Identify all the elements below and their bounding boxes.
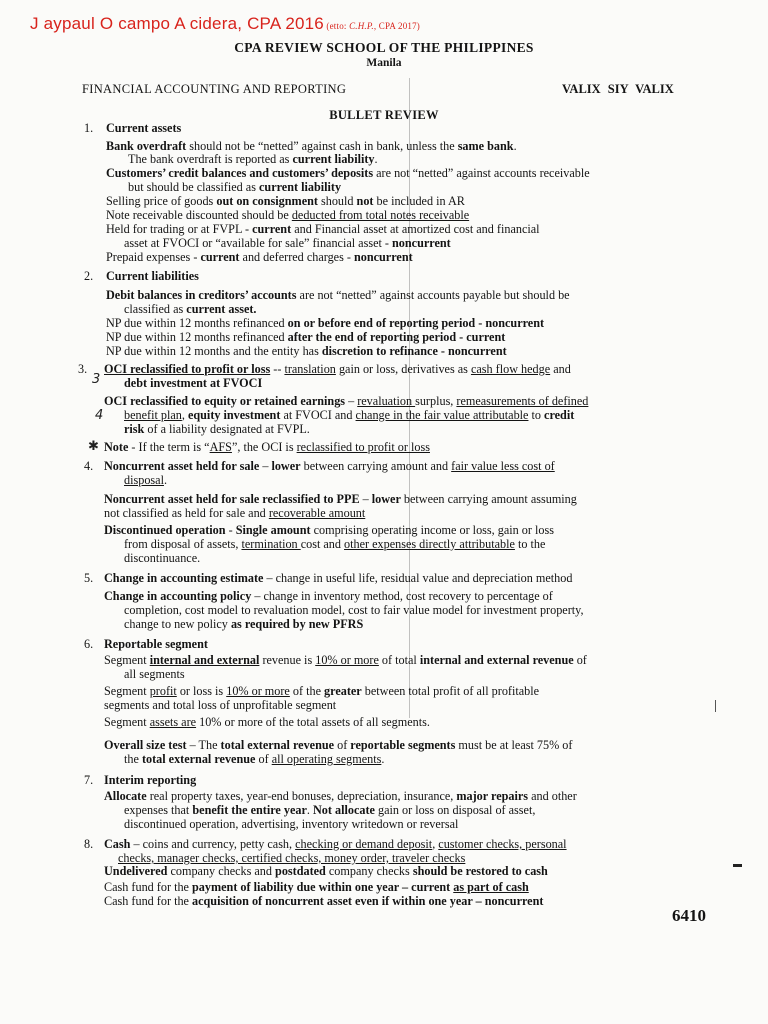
text-line: disposal. — [124, 473, 167, 487]
text-line: NP due within 12 months refinanced after the end of reporting period - current — [106, 330, 506, 344]
text-line: Debit balances in creditors’ accounts are not “netted” against accounts payable but should be — [106, 288, 570, 302]
text-line: Note - If the term is “AFS”, the OCI is reclassified to profit or loss — [104, 440, 430, 454]
text-line: Change in accounting policy – change in inventory method, cost recovery to percentage of — [104, 589, 553, 603]
text-line: expenses that benefit the entire year. Not allocate gain or loss on disposal of asset, — [124, 803, 536, 817]
text-line: Segment profit or loss is 10% or more of the greater between total profit of all profitable — [104, 684, 540, 698]
text-line: Segment internal and external revenue is 10% or more of total internal and external revenue of — [104, 653, 587, 667]
watermark-credit: J aypaul O campo A cidera, CPA 2016 (etto: C.H.P., CPA 2017) — [30, 14, 420, 33]
text-line: completion, cost model to revaluation model, cost to fair value model for investment property, — [124, 603, 584, 617]
text-line: Change in accounting estimate – change in useful life, residual value and depreciation method — [104, 571, 573, 585]
text-line: Discontinued operation - Single amount comprising operating income or loss, gain or loss — [104, 523, 554, 537]
city-name: Manila — [366, 57, 402, 69]
text-line: all segments — [124, 667, 185, 681]
section-number: 5. — [84, 571, 94, 585]
section-title-reportable-segment: Reportable segment — [104, 637, 208, 651]
section-title-current-assets: Current assets — [106, 121, 182, 135]
text-line: Segment assets are 10% or more of the total assets of all segments. — [104, 715, 430, 729]
text-line: classified as current asset. — [124, 302, 257, 316]
section-number: 7. — [84, 773, 94, 787]
text-line: Note receivable discounted should be deducted from total notes receivable — [106, 208, 470, 222]
section-title-current-liabilities: Current liabilities — [106, 269, 199, 283]
section-number: 8. — [84, 837, 94, 851]
pen-mark — [715, 700, 716, 712]
pen-mark — [733, 864, 742, 867]
text-line: Prepaid expenses - current and deferred charges - noncurrent — [106, 250, 413, 264]
section-number: 1. — [84, 121, 94, 135]
text-line: NP due within 12 months and the entity has discretion to refinance - noncurrent — [106, 344, 507, 358]
text-line: OCI reclassified to equity or retained earnings – revaluation surplus, remeasurements of defined — [104, 394, 589, 408]
text-line: risk of a liability designated at FVPL. — [124, 422, 310, 436]
text-line: Overall size test – The total external revenue of reportable segments must be at least 75% of — [104, 738, 573, 752]
text-line: Cash fund for the acquisition of noncurrent asset even if within one year – noncurrent — [104, 894, 544, 908]
page-number: 6410 — [672, 906, 706, 925]
text-line: Selling price of goods out on consignment should not be included in AR — [106, 194, 465, 208]
text-line: Cash – coins and currency, petty cash, checking or demand deposit, customer checks, personal — [104, 837, 567, 851]
subject-title: FINANCIAL ACCOUNTING AND REPORTING — [82, 82, 347, 96]
section-title-interim-reporting: Interim reporting — [104, 773, 197, 787]
text-line: NP due within 12 months refinanced on or before end of reporting period - noncurrent — [106, 316, 545, 330]
text-line: the total external revenue of all operating segments. — [124, 752, 385, 766]
text-line: Allocate real property taxes, year-end bonuses, depreciation, insurance, major repairs and other — [104, 789, 577, 803]
section-number: 2. — [84, 269, 94, 283]
text-line: Noncurrent asset held for sale reclassified to PPE – lower between carrying amount assuming — [104, 492, 577, 506]
text-line: Bank overdraft should not be “netted” against cash in bank, unless the same bank. — [106, 139, 517, 153]
section-number: 6. — [84, 637, 94, 651]
text-line: debt investment at FVOCI — [124, 376, 263, 390]
text-line: segments and total loss of unprofitable segment — [104, 698, 337, 712]
handwritten-star: ✱ — [88, 439, 99, 454]
handwritten-mark-4: 4 — [95, 408, 104, 423]
handwritten-mark-3: 3 — [92, 372, 101, 387]
text-line: but should be classified as current liability — [128, 180, 342, 194]
text-line: Noncurrent asset held for sale – lower between carrying amount and fair value less cost of — [104, 459, 555, 473]
authors: VALIX SIY VALIX — [562, 82, 674, 96]
school-name: CPA REVIEW SCHOOL OF THE PHILIPPINES — [234, 40, 534, 55]
text-line: Cash fund for the payment of liability due within one year – current as part of cash — [104, 880, 529, 894]
text-line: The bank overdraft is reported as current liability. — [128, 152, 378, 166]
text-line: asset at FVOCI or “available for sale” financial asset - noncurrent — [124, 236, 451, 250]
text-line: not classified as held for sale and recoverable amount — [104, 506, 366, 520]
document-title: BULLET REVIEW — [329, 108, 439, 122]
section-number: 4. — [84, 459, 94, 473]
text-line: discontinuance. — [124, 551, 201, 565]
text-line: Customers’ credit balances and customers’ deposits are not “netted” against accounts receivable — [106, 166, 590, 180]
text-line: from disposal of assets, termination cost and other expenses directly attributable to the — [124, 537, 546, 551]
text-line: OCI reclassified to profit or loss -- translation gain or loss, derivatives as cash flow hedge and — [104, 362, 571, 376]
text-line: Held for trading or at FVPL - current and Financial asset at amortized cost and financial — [106, 222, 540, 236]
text-line: Undelivered company checks and postdated company checks should be restored to cash — [104, 864, 548, 878]
text-line: checks, manager checks, certified checks, money order, traveler checks — [118, 851, 466, 865]
text-line: change to new policy as required by new PFRS — [124, 617, 364, 631]
text-line: benefit plan, equity investment at FVOCI and change in the fair value attributable to credit — [124, 408, 575, 422]
text-line: discontinued operation, advertising, inventory writedown or reversal — [124, 817, 459, 831]
section-number: 3. — [78, 362, 88, 376]
